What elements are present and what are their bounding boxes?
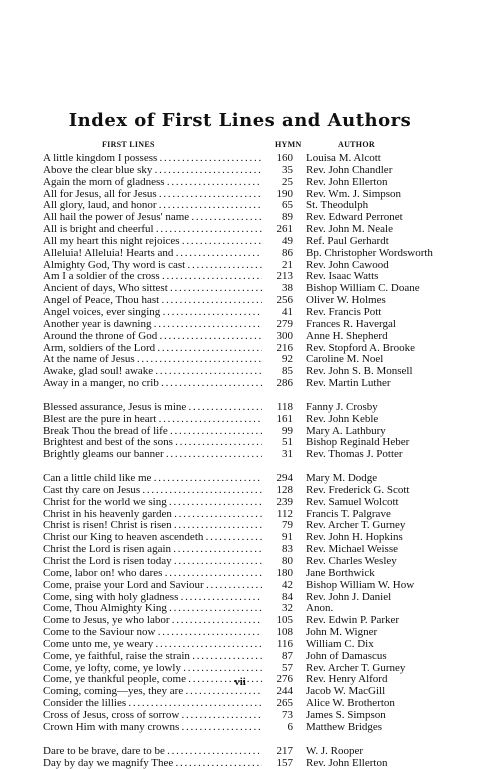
first-line-text: Dare to be brave, dare to be . . . (43, 746, 286, 758)
index-row (0, 153, 480, 165)
hymn-number: 216 (262, 343, 293, 355)
index-row (0, 497, 480, 509)
author-name: W. J. Rooper (306, 746, 476, 758)
author-name: Rev. John S. B. Monsell (306, 366, 476, 378)
author-name: Matthew Bridges (306, 722, 476, 734)
first-line-text: Break Thou the bread of life . . . (43, 426, 286, 438)
first-line-text: Day by day we magnify Thee . . . (43, 758, 286, 769)
first-line-text: Again the morn of gladness . . . (43, 177, 286, 189)
first-line-text: Christ is risen! Christ is risen . . . (43, 520, 286, 532)
author-name: Rev. Archer T. Gurney (306, 663, 476, 675)
first-line-text: Come to the Saviour now . . . (43, 627, 286, 639)
column-header-first-lines: FIRST LINES (102, 140, 155, 149)
hymn-number: 42 (262, 580, 293, 592)
hymn-number: 265 (262, 698, 293, 710)
hymn-number: 38 (262, 283, 293, 295)
author-name: Rev. Francis Pott (306, 307, 476, 319)
author-name: Rev. Edward Perronet (306, 212, 476, 224)
hymn-number: 41 (262, 307, 293, 319)
author-name: Rev. John Keble (306, 414, 476, 426)
first-line-text: All glory, laud, and honor . . . (43, 200, 286, 212)
first-line-text: A little kingdom I possess . . . (43, 153, 286, 165)
first-line-text: Brightest and best of the sons . . . (43, 437, 286, 449)
first-line-text: Cast thy care on Jesus . . . (43, 485, 286, 497)
first-line-text: Awake, glad soul! awake . . . (43, 366, 286, 378)
hymn-number: 84 (262, 592, 293, 604)
first-line-text: Christ our King to heaven ascendeth . . . (43, 532, 286, 544)
index-row (0, 366, 480, 378)
author-name: Bp. Christopher Wordsworth (306, 248, 476, 260)
first-line-text: Above the clear blue sky . . . (43, 165, 286, 177)
index-row (0, 437, 480, 449)
first-line-text: Angel of Peace, Thou hast . . . (43, 295, 286, 307)
hymn-number: 65 (262, 200, 293, 212)
hymn-number: 161 (262, 414, 293, 426)
index-row (0, 580, 480, 592)
author-name: Rev. Michael Weisse (306, 544, 476, 556)
author-name: Rev. John Ellerton (306, 177, 476, 189)
first-line-text: Blest are the pure in heart . . . (43, 414, 286, 426)
hymn-number: 112 (262, 509, 293, 521)
first-line-text: Arm, soldiers of the Lord . . . (43, 343, 286, 355)
first-line-text: Away in a manger, no crib . . . (43, 378, 286, 390)
hymn-number: 79 (262, 520, 293, 532)
hymn-number: 83 (262, 544, 293, 556)
hymn-number: 73 (262, 710, 293, 722)
hymn-number: 6 (262, 722, 293, 734)
index-row (0, 698, 480, 710)
index-row (0, 485, 480, 497)
hymn-number: 49 (262, 236, 293, 248)
index-row (0, 426, 480, 438)
hymn-number: 118 (262, 402, 293, 414)
first-line-text: Come, ye faithful, raise the strain . . . (43, 651, 286, 663)
first-line-text: Come, labor on! who dares . . . (43, 568, 286, 580)
hymn-number: 85 (262, 366, 293, 378)
first-line-text: Can a little child like me . . . (43, 473, 286, 485)
index-row (0, 378, 480, 390)
author-name: Alice W. Brotherton (306, 698, 476, 710)
index-row (0, 615, 480, 627)
first-line-text: Alleluia! Alleluia! Hearts and . . . (43, 248, 286, 260)
index-row (0, 260, 480, 272)
first-line-text: Another year is dawning . . . (43, 319, 286, 331)
author-name: Caroline M. Noel (306, 354, 476, 366)
first-line-text: Christ in his heavenly garden . . . (43, 509, 286, 521)
author-name: Bishop Reginald Heber (306, 437, 476, 449)
author-name: William C. Dix (306, 639, 476, 651)
first-line-text: Come to Jesus, ye who labor . . . (43, 615, 286, 627)
hymn-number: 57 (262, 663, 293, 675)
hymn-number: 276 (262, 674, 293, 686)
index-row (0, 177, 480, 189)
hymn-number: 35 (262, 165, 293, 177)
index-row (0, 212, 480, 224)
first-line-text: Consider the lillies . . . (43, 698, 286, 710)
first-line-text: Blessed assurance, Jesus is mine . . . (43, 402, 286, 414)
first-line-text: All for Jesus, all for Jesus . . . (43, 189, 286, 201)
hymn-number: 261 (262, 224, 293, 236)
hymn-number: 32 (262, 603, 293, 615)
first-line-text: At the name of Jesus . . . (43, 354, 286, 366)
hymn-number: 105 (262, 615, 293, 627)
hymn-number: 21 (262, 260, 293, 272)
index-row (0, 710, 480, 722)
author-name: Louisa M. Alcott (306, 153, 476, 165)
first-line-text: Around the throne of God . . . (43, 331, 286, 343)
first-line-text: All is bright and cheerful . . . (43, 224, 286, 236)
author-name: Rev. Samuel Wolcott (306, 497, 476, 509)
index-row (0, 544, 480, 556)
hymn-number: 92 (262, 354, 293, 366)
first-line-text: Almighty God, Thy word is cast . . . (43, 260, 286, 272)
author-name: Rev. Isaac Watts (306, 271, 476, 283)
first-line-text: Christ the Lord is risen again . . . (43, 544, 286, 556)
hymn-number: 294 (262, 473, 293, 485)
first-line-text: Am I a soldier of the cross . . . (43, 271, 286, 283)
author-name: Rev. Martin Luther (306, 378, 476, 390)
author-name: Rev. Thomas J. Potter (306, 449, 476, 461)
index-row (0, 200, 480, 212)
author-name: Rev. Henry Alford (306, 674, 476, 686)
hymn-number: 89 (262, 212, 293, 224)
index-row (0, 556, 480, 568)
hymn-number: 180 (262, 568, 293, 580)
hymn-number: 213 (262, 271, 293, 283)
author-name: Rev. Archer T. Gurney (306, 520, 476, 532)
index-row (0, 414, 480, 426)
hymn-number: 116 (262, 639, 293, 651)
author-name: Rev. Charles Wesley (306, 556, 476, 568)
author-name: Rev. Stopford A. Brooke (306, 343, 476, 355)
hymn-number: 91 (262, 532, 293, 544)
index-row (0, 663, 480, 675)
hymn-number: 86 (262, 248, 293, 260)
hymn-number: 80 (262, 556, 293, 568)
author-name: Bishop William C. Doane (306, 283, 476, 295)
author-name: Ref. Paul Gerhardt (306, 236, 476, 248)
hymn-number: 279 (262, 319, 293, 331)
hymn-number: 190 (262, 189, 293, 201)
author-name: Rev. Edwin P. Parker (306, 615, 476, 627)
author-name: Oliver W. Holmes (306, 295, 476, 307)
page-title: Index of First Lines and Authors (0, 110, 480, 131)
first-line-text: Come unto me, ye weary . . . (43, 639, 286, 651)
author-name: Rev. John Ellerton (306, 758, 476, 769)
first-line-text: Come, sing with holy gladness . . . (43, 592, 286, 604)
author-name: John M. Wigner (306, 627, 476, 639)
hymn-number: 239 (262, 497, 293, 509)
author-name: Frances R. Havergal (306, 319, 476, 331)
hymn-number: 286 (262, 378, 293, 390)
hymn-number: 99 (262, 426, 293, 438)
index-row (0, 271, 480, 283)
first-line-text: Christ the Lord is risen today . . . (43, 556, 286, 568)
index-row (0, 331, 480, 343)
index-row (0, 236, 480, 248)
author-name: Francis T. Palgrave (306, 509, 476, 521)
author-name: Jacob W. MacGill (306, 686, 476, 698)
author-name: Bishop William W. How (306, 580, 476, 592)
index-row (0, 283, 480, 295)
index-row (0, 473, 480, 485)
index-row (0, 603, 480, 615)
index-row (0, 449, 480, 461)
author-name: Rev. John Chandler (306, 165, 476, 177)
index-row (0, 627, 480, 639)
first-line-text: Come, ye lofty, come, ye lowly . . . (43, 663, 286, 675)
first-line-text: Come, Thou Almighty King . . . (43, 603, 286, 615)
author-name: Rev. John H. Hopkins (306, 532, 476, 544)
index-row (0, 224, 480, 236)
first-line-text: Crown Him with many crowns . . . (43, 722, 286, 734)
index-row (0, 686, 480, 698)
first-line-text: All hail the power of Jesus' name . . . (43, 212, 286, 224)
author-name: St. Theodulph (306, 200, 476, 212)
first-line-text: Christ for the world we sing . . . (43, 497, 286, 509)
index-row (0, 189, 480, 201)
first-line-text: Come, praise your Lord and Saviour . . . (43, 580, 286, 592)
author-name: Rev. John J. Daniel (306, 592, 476, 604)
author-name: Anon. (306, 603, 476, 615)
index-row (0, 343, 480, 355)
hymn-number: 108 (262, 627, 293, 639)
index-row (0, 402, 480, 414)
index-row (0, 248, 480, 260)
author-name: James S. Simpson (306, 710, 476, 722)
first-line-text: Brightly gleams our banner . . . (43, 449, 286, 461)
index-row (0, 307, 480, 319)
index-row (0, 568, 480, 580)
hymn-number: 87 (262, 651, 293, 663)
index-row (0, 165, 480, 177)
author-name: Mary M. Dodge (306, 473, 476, 485)
author-name: Jane Borthwick (306, 568, 476, 580)
author-name: Fanny J. Crosby (306, 402, 476, 414)
hymn-number: 217 (262, 746, 293, 758)
author-name: Anne H. Shepherd (306, 331, 476, 343)
column-header-author: AUTHOR (338, 140, 375, 149)
index-row (0, 722, 480, 734)
author-name: Rev. Frederick G. Scott (306, 485, 476, 497)
index-row (0, 295, 480, 307)
author-name: Rev. Wm. J. Simpson (306, 189, 476, 201)
author-name: Rev. John M. Neale (306, 224, 476, 236)
first-line-text: Ancient of days, Who sittest . . . (43, 283, 286, 295)
column-header-hymn: HYMN (275, 140, 302, 149)
index-row (0, 319, 480, 331)
author-name: Rev. John Cawood (306, 260, 476, 272)
hymn-number: 31 (262, 449, 293, 461)
page-number: vii (0, 676, 480, 688)
index-row (0, 592, 480, 604)
hymn-number: 51 (262, 437, 293, 449)
hymn-number: 128 (262, 485, 293, 497)
index-row (0, 532, 480, 544)
first-line-text: Coming, coming—yes, they are . . . (43, 686, 286, 698)
index-row (0, 758, 480, 769)
first-line-text: Cross of Jesus, cross of sorrow . . . (43, 710, 286, 722)
index-row (0, 509, 480, 521)
hymn-number: 244 (262, 686, 293, 698)
first-line-text: Come, ye thankful people, come . . . (43, 674, 286, 686)
author-name: John of Damascus (306, 651, 476, 663)
hymn-number: 25 (262, 177, 293, 189)
index-row (0, 354, 480, 366)
hymn-number: 157 (262, 758, 293, 769)
hymn-number: 300 (262, 331, 293, 343)
first-line-text: All my heart this night rejoices . . . (43, 236, 286, 248)
index-row (0, 651, 480, 663)
index-row (0, 746, 480, 758)
index-row (0, 520, 480, 532)
author-name: Mary A. Lathbury (306, 426, 476, 438)
index-row (0, 639, 480, 651)
first-line-text: Angel voices, ever singing . . . (43, 307, 286, 319)
hymn-number: 256 (262, 295, 293, 307)
hymn-number: 160 (262, 153, 293, 165)
